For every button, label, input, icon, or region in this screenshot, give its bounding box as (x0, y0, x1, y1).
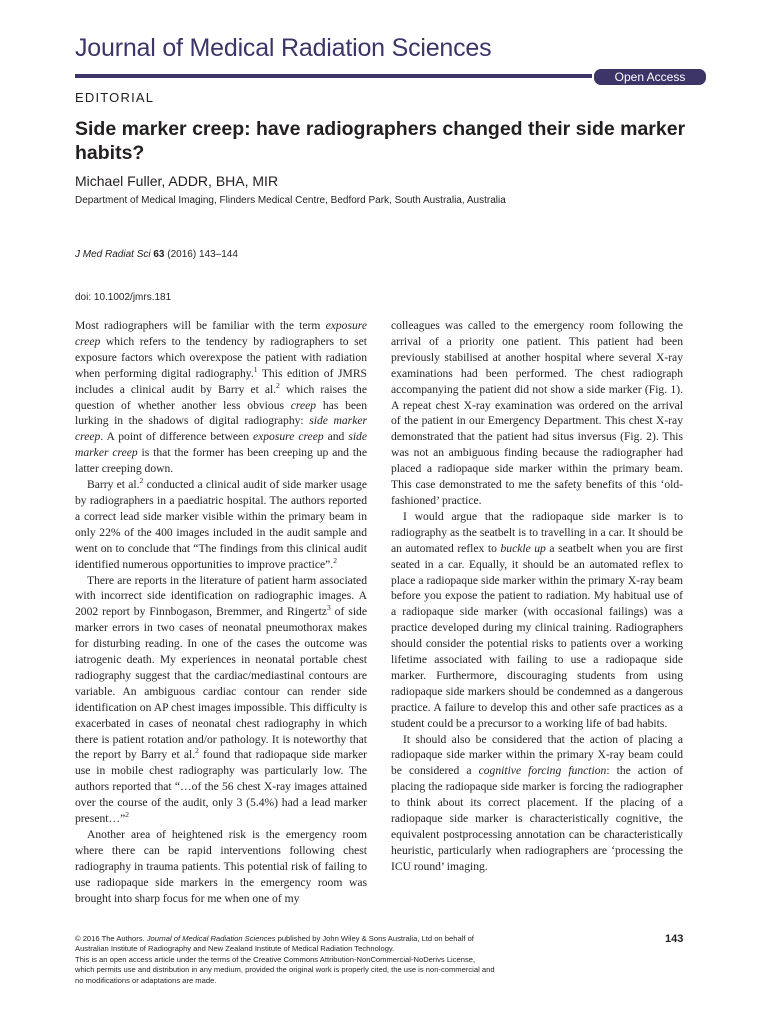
page-number: 143 (665, 933, 684, 945)
text-run: a seatbelt when you are first seated in a car. Equally, it should be an automated reflex to place a radiopaque side marker within the primary X-ray beam before you expose the patient to radiation. My habitual use of a radiopaque side marker (with occasional failings) was a practice developed during my clinical training. Radiographers should consider the potential risks to patients over a working lifetime associated with failing to use a radiopaque side marker. Furthermore, discouraging students from using radiopaque side markers should be condemned as a dangerous practice. A failure to develop this and other safe practices as a student could be a precursor to a working life of bad habits. (391, 541, 684, 730)
text-run: is that the former has been creeping up and the latter creeping down. (75, 446, 368, 476)
text-run: © 2016 The Authors. (75, 934, 147, 943)
text-run: no modifications or adaptations are made. (75, 975, 217, 985)
paragraph (75, 318, 367, 477)
paragraph (75, 573, 367, 828)
text-run: : the action of placing the radiopaque side marker is forcing the radiographer to think about its correct placement. If the placing of a radiopaque side marker is characteristically cognitive, the equivalent postprocessing annotation can be characteristically heuristic, particularly when radiographers are ‘processing the ICU round’ imaging. (391, 764, 683, 873)
text-run: published by John Wiley & Sons Australia, Ltd on behalf of (275, 934, 474, 943)
text-run: and (323, 430, 349, 444)
text-run: which permits use and distribution in any medium, provided the original work is properly cited, the use is non-commercial and (75, 965, 495, 975)
text-run: This is an open access article under the terms of the Creative Commons Attribution-NonCommercial-NoDerivs License, (75, 954, 476, 964)
paragraph (391, 318, 683, 509)
article-title: Side marker creep: have radiographers changed their side marker habits? (75, 118, 686, 164)
text-run: which raises the question of whether another less obvious (75, 382, 368, 412)
text-run: found that radiopaque side marker use in mobile chest radiography was particularly low. The authors reported that “…of the 56 chest X-ray images attained over the course of the audit, only 3 (5.4%) had a lead marker present…” (75, 748, 368, 826)
text-run: which refers to the tendency by radiographers to set exposure factors which overexpose the patient with radiation when performing digital radiography. (75, 334, 367, 380)
journal-masthead: Journal of Medical Radiation Sciences (75, 34, 492, 62)
text-run: It should also be considered that the action of placing a radiopaque side marker within the primary X-ray beam could be considered a (391, 732, 683, 778)
reference-superscript[interactable]: 3 (326, 603, 331, 613)
author-line: Michael Fuller, ADDR, BHA, MIR (75, 173, 279, 189)
text-run: has been lurking in the shadows of digital radiography: (75, 398, 367, 428)
text-run: Journal of Medical Radiation Sciences (146, 934, 276, 943)
text-run: Most radiographers will be familiar with the term (75, 319, 326, 332)
copyright-footer (75, 934, 575, 986)
text-run: exposure creep (75, 319, 367, 348)
masthead-rule (75, 74, 592, 78)
text-run: conducted a clinical audit of side marker usage by radiographers in a paediatric hospital. The authors reported a correct lead side marker visible within the primary beam in only 22% of the 400 images included in the audit sample and went on to conclude that “The findings from this clinical audit identified numerous opportunities to improve practice”. (75, 478, 367, 571)
text-run: of side marker errors in two cases of neonatal pneumothorax makes for disturbing reading. In one of the cases the outcome was iatrogenic death. My experiences in neonatal portable chest radiography suggest that the cardiac/mediastinal contours are variable. An ambiguous cardiac contour can render side identification on AP chest images impossible. This difficulty is exacerbated in cases of neonatal chest radiography in which there is patient rotation and/or pathology. It is noteworthy that the report by Barry et al. (75, 605, 367, 762)
affiliation: Department of Medical Imaging, Flinders Medical Centre, Bedford Park, South Australia, Australia (75, 195, 506, 206)
reference-superscript[interactable]: 2 (276, 380, 280, 390)
text-run: side marker creep (75, 414, 367, 444)
text-run: Barry et al. (87, 478, 140, 492)
text-run: . A point of difference between (100, 430, 253, 444)
text-run: side marker creep (75, 430, 367, 460)
citation-line (75, 249, 238, 260)
reference-superscript[interactable]: 2 (125, 810, 129, 820)
text-run: Another area of heightened risk is the emergency room where there can be rapid interventions following chest radiography in trauma patients. This potential risk of failing to use radiopaque side markers in the emergency room was brought into sharp focus for me when one of my (75, 828, 367, 905)
open-access-badge[interactable]: Open Access (594, 69, 706, 85)
paragraph (391, 732, 683, 875)
citation-journal: J Med Radiat Sci (75, 249, 151, 260)
text-run: Australian Institute of Radiography and New Zealand Institute of Medical Radiation Technology. (75, 944, 395, 954)
doi-link[interactable]: doi: 10.1002/jmrs.181 (75, 292, 172, 303)
text-run: colleagues was called to the emergency room following the arrival of a priority one patient. This patient had been previously stabilised at another hospital where several X-ray examinations had been performed. The chest radiograph accompanying the patient did not show a side marker (Fig. 1). A repeat chest X-ray examination was ordered on the arrival of the patient in our Emergency Department. This chest X-ray demonstrated that the patient had situs inversus (Fig. 2). This was not an ambiguous finding because the radiographer had placed a radiopaque side marker within the primary beam. This case demonstrated to me the safety benefits of this ‘old-fashioned’ practice. (391, 319, 683, 507)
text-run: I would argue that the radiopaque side marker is to radiography as the seatbelt is to travelling in a car. It should be an automated reflex to (391, 509, 683, 555)
paragraph (75, 827, 367, 907)
paragraph (75, 934, 575, 944)
paragraph (75, 955, 575, 965)
citation-pages: (2016) 143–144 (164, 249, 238, 260)
text-run: This edition of JMRS includes a clinical audit by Barry et al. (75, 366, 367, 396)
citation-volume: 63 (153, 249, 165, 260)
text-run: creep (290, 398, 317, 412)
paragraph (75, 477, 367, 572)
body-column-right (391, 318, 683, 875)
section-label: EDITORIAL (75, 90, 155, 105)
reference-superscript[interactable]: 2 (139, 476, 144, 486)
paragraph (75, 944, 575, 954)
reference-superscript[interactable]: 2 (195, 746, 199, 756)
text-run: There are reports in the literature of patient harm associated with incorrect side identification on radiographic images. A 2002 report by Finnbogason, Bremmer, and Ringertz (75, 573, 367, 619)
text-run: cognitive forcing function (478, 764, 607, 778)
paragraph (75, 965, 575, 975)
reference-superscript[interactable]: 1 (253, 364, 258, 374)
text-run: exposure creep (252, 430, 324, 444)
paragraph (75, 976, 575, 986)
body-column-left (75, 318, 367, 907)
paragraph (391, 509, 683, 732)
text-run: buckle up (500, 541, 546, 555)
reference-superscript[interactable]: 2 (333, 555, 337, 565)
